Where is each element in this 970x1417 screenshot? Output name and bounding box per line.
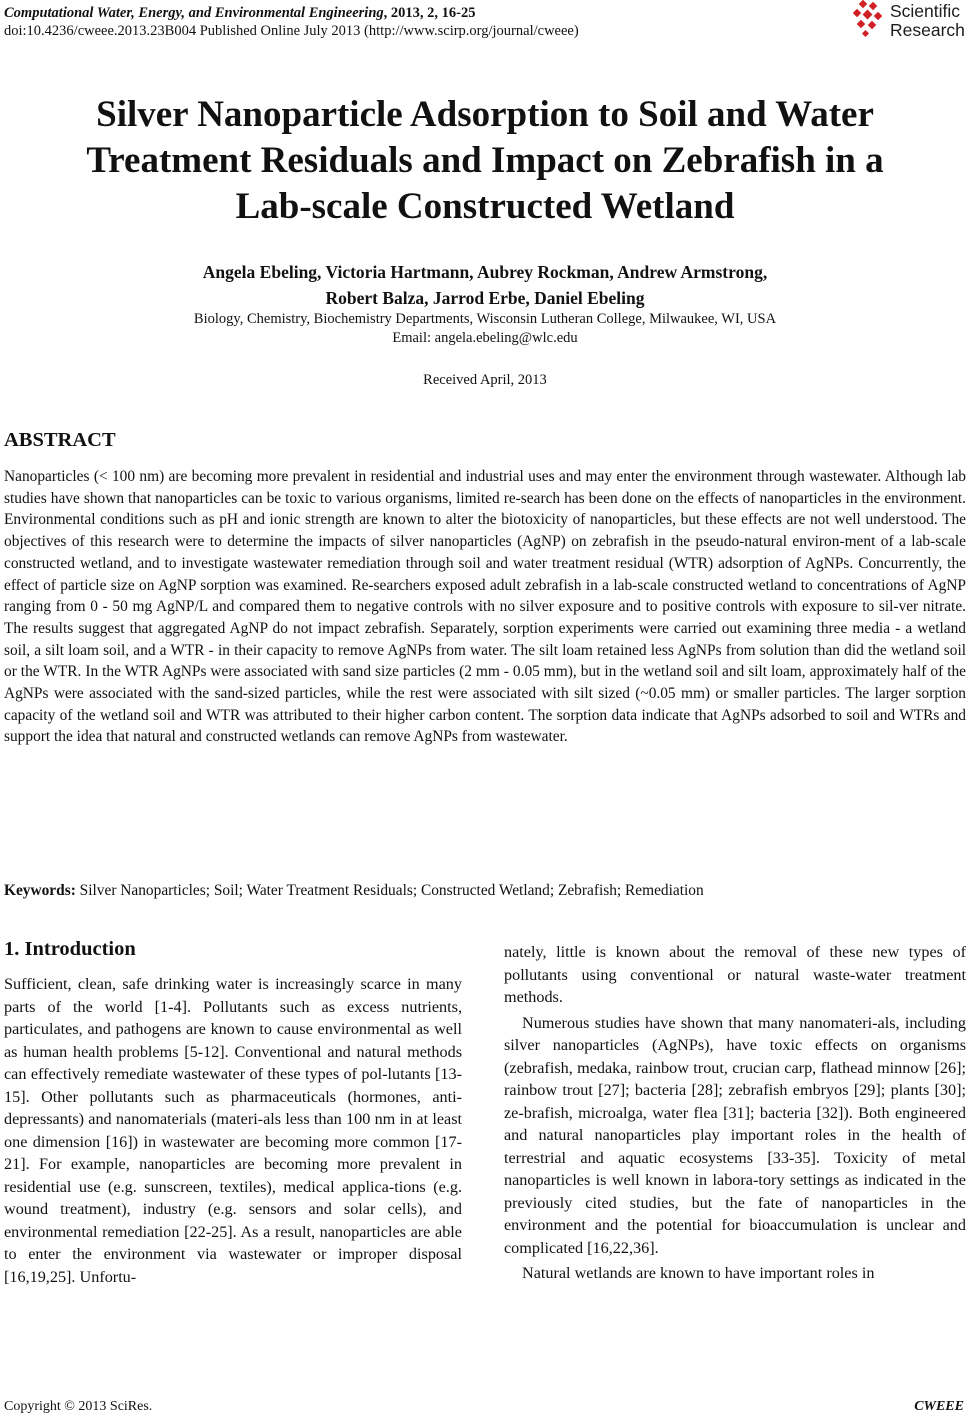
- journal-header: [4, 4, 475, 23]
- authors-line-2: Robert Balza, Jarrod Erbe, Daniel Ebeling: [325, 288, 645, 308]
- intro-paragraph-3: Natural wetlands are known to have important roles in: [522, 1264, 875, 1282]
- intro-paragraph-1: Sufficient, clean, safe drinking water is increasingly scarce in many parts of the world [1-4]. Pollutants such as excess nutrients, particulates, and pathogens are known to cause environmental as well as human health problems [5-12]. Conventional and natural methods can effectively remediate wastewater of these types of pol-lutants [13-15]. Other pollutants such as pharmaceuticals (hormones, anti-depressants) and nanomaterials (materi-als less than 100 nm in at least one dimension [16]) in wastewater are becoming more common [17-21]. For example, nanoparticles are becoming more prevalent in residential use (e.g. sunscreen, textiles), medical applica-tions (e.g. wound treatment), industry (e.g. sensors and solar cells), and environmental remediation [22-25]. As a result, nanoparticles are able to enter the environment via wastewater or improper disposal [16,19,25]. Unfortu-: [4, 975, 462, 1286]
- intro-column-left: [4, 973, 462, 1288]
- copyright-footer: Copyright © 2013 SciRes.: [4, 1399, 153, 1414]
- title-line-1: Silver Nanoparticle Adsorption to Soil and Water: [96, 94, 874, 135]
- publisher-name: [890, 2, 965, 40]
- author-list: [0, 259, 970, 311]
- abstract-text: Nanoparticles (< 100 nm) are becoming more prevalent in residential and industrial uses and may enter the environment through wastewater. Although lab studies have shown that nanoparticles can be toxic to various organisms, limited re-search has been done on the effects of nanoparticles in the environment. Environmental conditions such as pH and ionic strength are known to alter the biotoxicity of nanoparticles, but these effects are not well understood. The objectives of this research were to determine the impacts of silver nanoparticles (AgNP) on zebrafish in the pseudo-natural environ-ment of a lab-scale constructed wetland, and to investigate wastewater remediation through soil and water treatment residual (WTR) adsorption of AgNPs. Concurrently, the effect of particle size on AgNP sorption was examined. Re-searchers exposed adult zebrafish in a lab-scale constructed wetland to concentrations of AgNP ranging from 0 - 50 mg AgNP/L and compared them to negative controls with no silver exposure and to positive controls with exposure to sil-ver nitrate. The results suggest that aggregated AgNP do not impact zebrafish. Separately, sorption experiments were carried out examining three media - a wetland soil, a silt loam soil, and a WTR - in their capacity to remove AgNPs from water. The silt loam retained less AgNPs from solution than did the wetland soil or the WTR. In the WTR AgNPs were associated with sand size particles (2 mm - 0.05 mm), but in the wetland soil and silt loam, approximately half of the AgNPs were associated with the sand-sized particles, while the rest were associated with silt sized (~0.05 mm) or smaller particles. The larger sorption capacity of the wetland soil and WTR was attributed to their higher carbon content. The sorption data indicate that AgNPs adsorbed to soil and WTRs and support the idea that natural and constructed wetlands can remove AgNPs from wastewater.: [4, 468, 966, 746]
- publisher-line-1: Scientific: [890, 1, 961, 21]
- intro-column-right: [504, 941, 966, 1285]
- authors-line-1: Angela Ebeling, Victoria Hartmann, Aubrey Rockman, Andrew Armstrong,: [202, 262, 768, 282]
- affiliation: Biology, Chemistry, Biochemistry Departments, Wisconsin Lutheran College, Milwaukee, WI, USA: [193, 311, 777, 327]
- section-heading-introduction: 1. Introduction: [4, 938, 136, 960]
- intro-paragraph-2: Numerous studies have shown that many nanomateri-als, including silver nanoparticles (AgNPs), have toxic effects on organisms (zebrafish, medaka, rainbow trout, crucian carp, flathead minnow [26]; rainbow trout [27]; bacteria [28]; zebrafish embryos [29]; plants [30]; ze-brafish, microalga, water flea [31]; bacteria [32]). Both engineered and natural nanoparticles play important roles in the health of terrestrial and aquatic ecosystems [33-35]. Toxicity of metal nanoparticles is well known in labora-tory settings as indicated in the previously cited studies, but the fate of nanoparticles in the environment and the potential for bioaccumulation is unclear and complicated [16,22,36].: [504, 1013, 966, 1257]
- journal-title: Computational Water, Energy, and Environmental Engineering: [4, 5, 384, 21]
- title-line-3: Lab-scale Constructed Wetland: [235, 186, 735, 227]
- publisher-line-2: Research: [890, 20, 965, 40]
- paper-title: [0, 92, 970, 230]
- received-date: Received April, 2013: [423, 372, 547, 388]
- abstract-heading: ABSTRACT: [4, 429, 116, 451]
- journal-volume: , 2013, 2, 16-25: [383, 5, 476, 21]
- keywords-text: Silver Nanoparticles; Soil; Water Treatment Residuals; Constructed Wetland; Zebrafish; Remediation: [75, 882, 704, 899]
- doi-line: doi:10.4236/cweee.2013.23B004 Published Online July 2013 (http://www.scirp.org/journal/cweee): [4, 23, 579, 39]
- author-email: Email: angela.ebeling@wlc.edu: [392, 330, 578, 346]
- keywords: [4, 880, 966, 901]
- title-line-2: Treatment Residuals and Impact on Zebrafish in a: [86, 140, 884, 181]
- keywords-label: Keywords:: [4, 882, 76, 899]
- journal-abbreviation: CWEEE: [914, 1399, 964, 1414]
- intro-paragraph-1-continued: nately, little is known about the removal of these new types of pollutants using conventional or natural waste-water treatment methods.: [504, 943, 966, 1006]
